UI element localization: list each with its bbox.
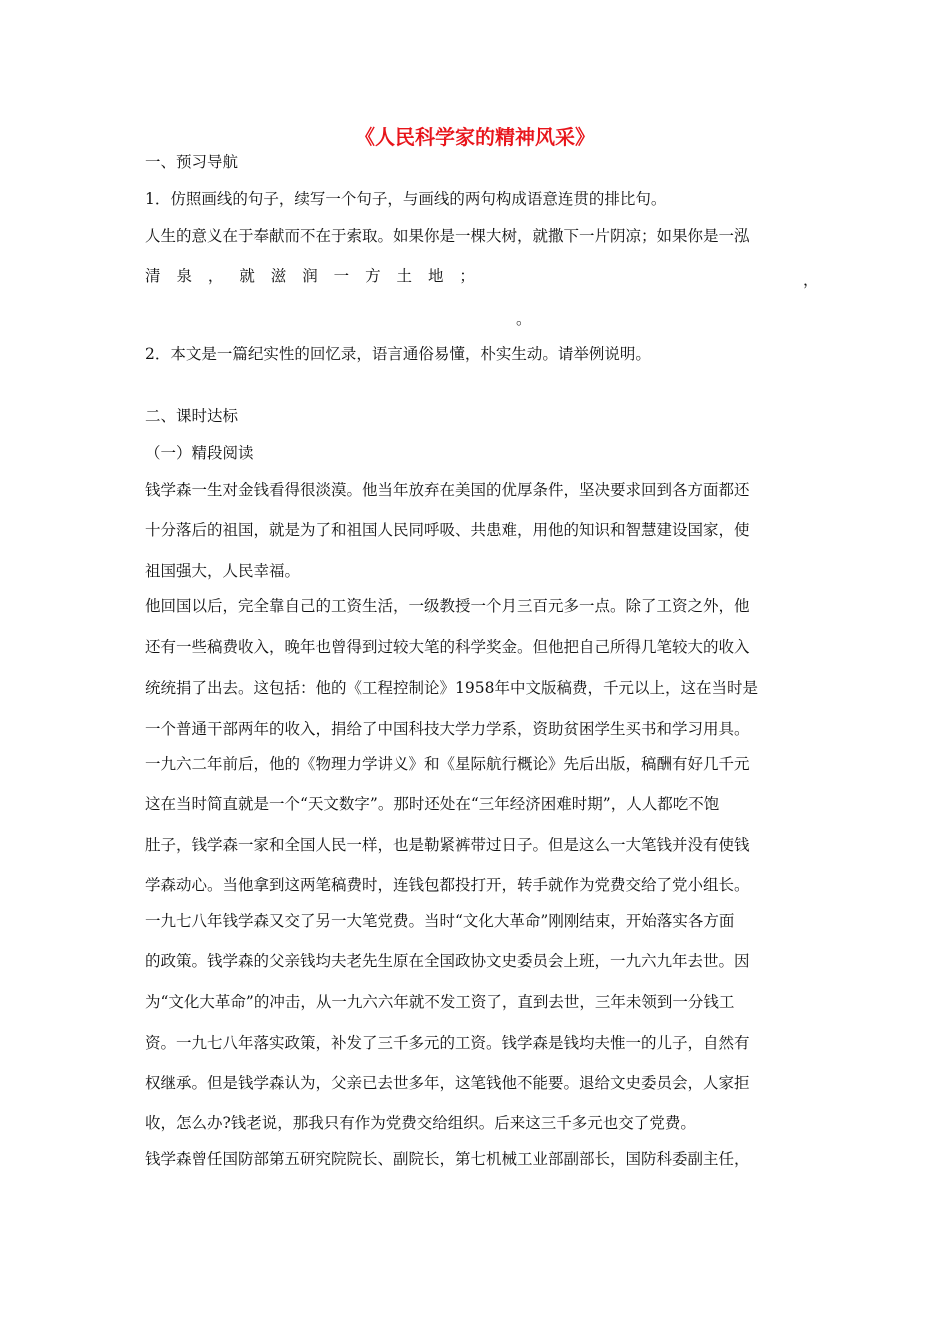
passage-line: 这在当时简直就是一个“天文数字”。那时还处在“三年经济困难时期”，人人都吃不饱 <box>145 795 720 813</box>
passage-line: 钱学森一生对金钱看得很淡漠。他当年放弃在美国的优厚条件，坚决要求回到各方面都还 <box>145 481 750 499</box>
passage-line: 学森动心。当他拿到这两笔稿费时，连钱包都投打开，转手就作为党费交给了党小组长。 <box>145 876 750 894</box>
passage-line: 统统捐了出去。这包括：他的《工程控制论》1958年中文版稿费，千元以上，这在当时是 <box>145 679 758 697</box>
passage-line: 还有一些稿费收入，晚年也曾得到过较大笔的科学奖金。但他把自己所得几笔较大的收入 <box>145 638 750 656</box>
spaced-char: 清 <box>145 267 161 285</box>
passage-line: 祖国强大，人民幸福。 <box>145 562 301 580</box>
spaced-char: 地 <box>427 267 444 285</box>
spaced-char: 一 <box>333 267 350 285</box>
question-2: 2．本文是一篇纪实性的回忆录，语言通俗易懂，朴实生动。请举例说明。 <box>145 345 651 363</box>
spaced-char: 润 <box>302 267 318 285</box>
spaced-char: 泉 <box>176 267 192 285</box>
question-1-text-content: 人生的意义在于奉献而不在于索取。如果你是一棵大树，就撒下一片阴凉；如果你是一泓 <box>145 227 750 245</box>
spaced-char: 就 <box>239 267 255 285</box>
passage-line: 的政策。钱学森的父亲钱均夫老先生原在全国政协文史委员会上班，一九六九年去世。因 <box>145 952 750 970</box>
document-title: 《人民科学家的精神风采》 <box>355 125 595 149</box>
passage-line: 为“文化大革命”的冲击，从一九六六年就不发工资了，直到去世，三年未领到一分钱工 <box>145 993 735 1011</box>
passage-line: 一个普通干部两年的收入，捐给了中国科技大学力学系，资助贫困学生买书和学习用具。 <box>145 720 750 738</box>
passage-line: 十分落后的祖国，就是为了和祖国人民同呼吸、共患难，用他的知识和智慧建设国家，使 <box>145 521 750 539</box>
question-1-blank-end: ， <box>803 271 819 289</box>
passage-line: 一九七八年钱学森又交了另一大笔党费。当时“文化大革命”刚刚结束，开始落实各方面 <box>145 912 735 930</box>
spaced-char: 土 <box>396 267 413 285</box>
passage-line: 钱学森曾任国防部第五研究院院长、副院长，第七机械工业部副部长，国防科委副主任， <box>145 1150 750 1168</box>
passage-line: 肚子，钱学森一家和全国人民一样，也是勒紧裤带过日子。但是这么一大笔钱并没有使钱 <box>145 836 750 854</box>
question-1: 1．仿照画线的句子，续写一个句子，与画线的两句构成语意连贯的排比句。 <box>145 190 667 208</box>
spaced-char: 方 <box>365 267 381 285</box>
question-1-line-2 <box>145 266 475 286</box>
passage-line: 收，怎么办?钱老说，那我只有作为党费交给组织。后来这三千多元也交了党费。 <box>145 1114 696 1132</box>
section-heading-preview: 一、预习导航 <box>145 153 239 171</box>
question-1-blank-period: 。 <box>516 310 532 328</box>
passage-line: 一九六二年前后，他的《物理力学讲义》和《星际航行概论》先后出版，稿酬有好几千元 <box>145 755 750 773</box>
subheading-reading: （一）精段阅读 <box>145 444 254 462</box>
section-heading-lesson: 二、课时达标 <box>145 407 239 425</box>
passage-line: 权继承。但是钱学森认为，父亲已去世多年，这笔钱他不能要。退给文史委员会，人家拒 <box>145 1074 750 1092</box>
spaced-char: 滋 <box>270 267 287 285</box>
passage-line: 资。一九七八年落实政策，补发了三千多元的工资。钱学森是钱均夫惟一的儿子，自然有 <box>145 1034 750 1052</box>
passage-line: 他回国以后，完全靠自己的工资生活，一级教授一个月三百元多一点。除了工资之外，他 <box>145 597 750 615</box>
spaced-char: ； <box>459 267 475 285</box>
question-1-text <box>145 226 807 246</box>
spaced-char: ， <box>207 267 224 285</box>
question-1-characters <box>145 266 475 286</box>
